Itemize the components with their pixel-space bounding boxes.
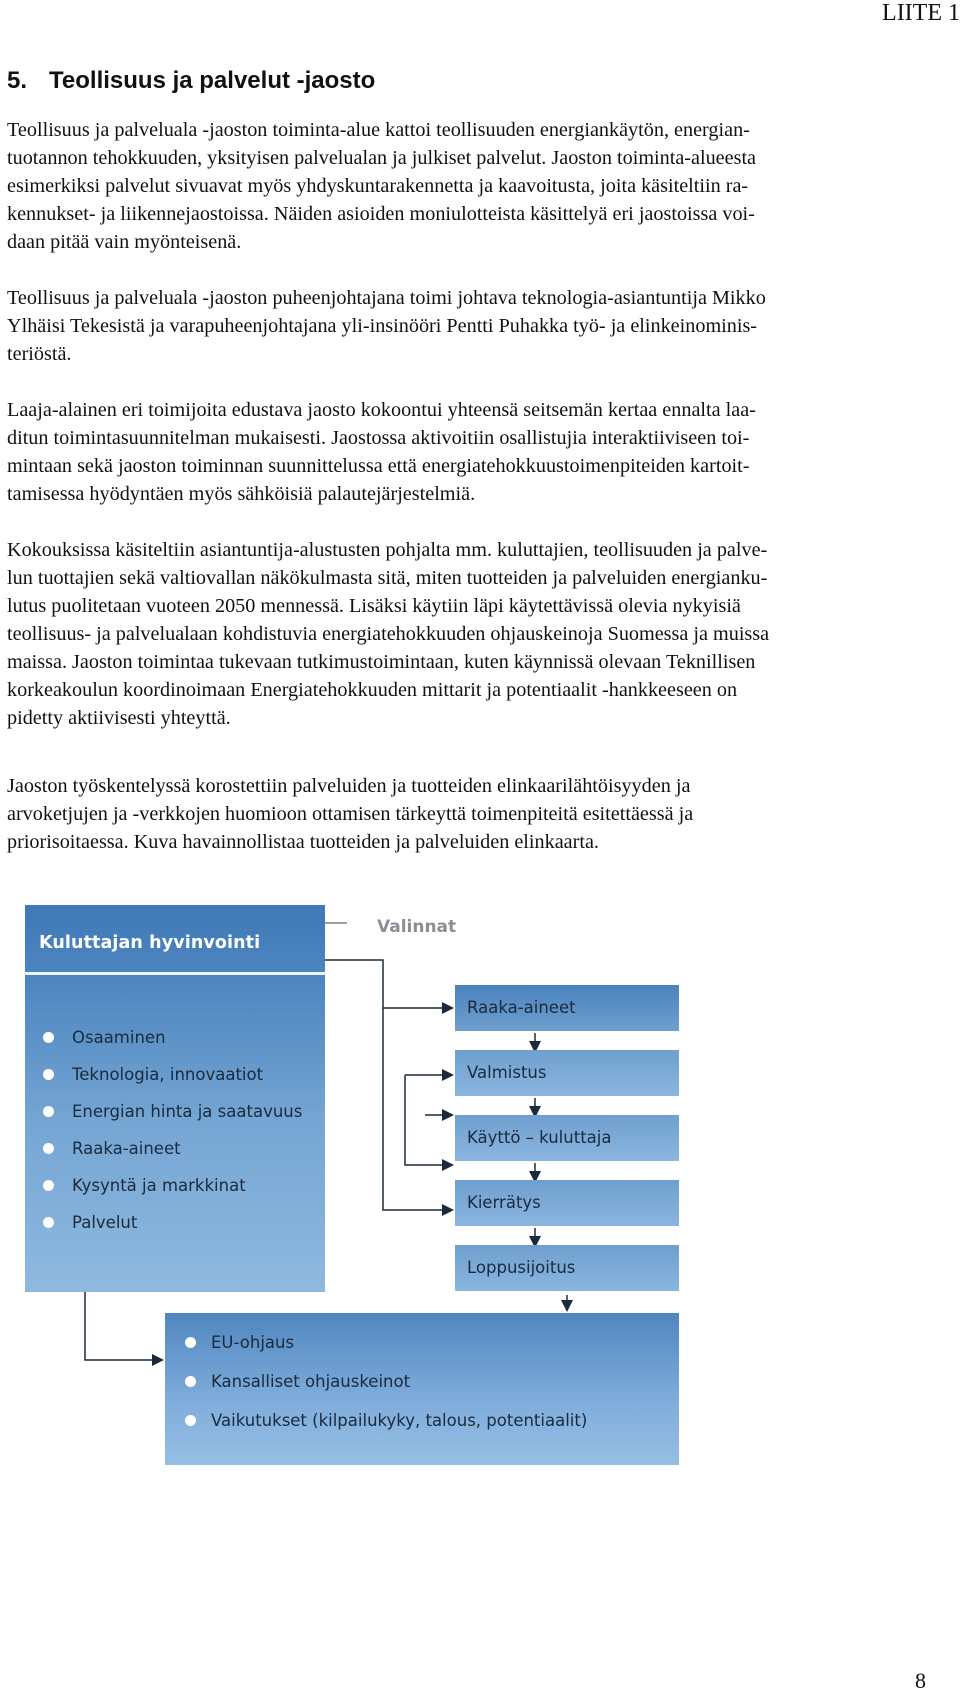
policy-list [181,1332,587,1449]
text-line: mintaan sekä jaoston toiminnan suunnittelussa että energiatehokkuustoimenpiteiden kartoit- [7,455,750,477]
list-item [39,1212,302,1249]
text-line: pidetty aktiivisesti yhteyttä. [7,707,231,729]
connector-raaka-aineet [325,960,451,1008]
bullet-icon [43,1106,54,1117]
list-item-label: EU-ohjaus [211,1333,295,1352]
list-item-label: Osaaminen [72,1028,166,1047]
text-line: teriöstä. [7,343,72,365]
text-line: Teollisuus ja palveluala -jaoston puheenjohtajana toimi johtava teknologia-asiantuntija Mikko [7,287,766,309]
text-line: Ylhäisi Tekesistä ja varapuheenjohtajana yli-insinööri Pentti Puhakka työ- ja elinkeinominis- [7,315,758,337]
lifecycle-step-manufacturing: Valmistus [455,1050,679,1096]
text-line: Laaja-alainen eri toimijoita edustava jaosto kokoontui yhteensä seitsemän kertaa ennalta laa- [7,399,756,421]
text-line: arvoketjujen ja -verkkojen huomioon ottamisen tärkeyttä toimenpiteitä esitettäessä ja [7,803,694,825]
list-item-label: Vaikutukset (kilpailukyky, talous, potentiaalit) [211,1411,588,1430]
text-line: Kokouksissa käsiteltiin asiantuntija-alustusten pohjalta mm. kuluttajien, teollisuuden ja palve- [7,539,768,561]
bullet-icon [43,1069,54,1080]
text-line: teollisuus- ja palvelualaan kohdistuvia energiatehokkuuden ohjauskeinoja Suomessa ja muissa [7,623,770,645]
lifecycle-diagram [25,905,679,1430]
paragraph-4 [7,536,927,732]
text-line: daan pitää vain myönteisenä. [7,231,242,253]
list-item [39,1101,302,1138]
divider [25,972,325,975]
list-item [181,1371,587,1410]
text-line: tuotannon tehokkuuden, yksityisen palvelualan ja julkiset palvelut. Jaoston toiminta-alueesta [7,147,757,169]
list-item-label: Kansalliset ohjauskeinot [211,1372,411,1391]
section-number: 5. [7,67,28,94]
bullet-icon [43,1180,54,1191]
list-item-label: Energian hinta ja saatavuus [72,1102,303,1121]
paragraph-1 [7,116,927,256]
text-line: lun tuottajien sekä valtiovallan näkökulmasta sitä, miten tuotteiden ja palveluiden energianku- [7,567,768,589]
lifecycle-step-recycling: Kierrätys [455,1180,679,1226]
list-item [39,1175,302,1212]
paragraph-3 [7,396,927,508]
bullet-icon [43,1217,54,1228]
text-line: maissa. Jaoston toimintaa tukevaan tutkimustoimintaan, kuten käynnissä olevaan Teknillisen [7,651,756,673]
text-line: ditun toimintasuunnitelman mukaisesti. Jaostossa aktivoitiin osallistujia interaktiiviseen toi- [7,427,750,449]
left-panel-title: Kuluttajan hyvinvointi [39,933,261,953]
appendix-label: LIITE 1 [882,0,960,26]
text-line: Jaoston työskentelyssä korostettiin palveluiden ja tuotteiden elinkaarilähtöisyyden ja [7,775,691,797]
paragraph-5 [7,772,927,856]
list-item-label: Raaka-aineet [72,1139,181,1158]
text-line: korkeakoulun koordinoimaan Energiatehokkuuden mittarit ja potentiaalit -hankkeeseen on [7,679,738,701]
text-line: Teollisuus ja palveluala -jaoston toiminta-alue kattoi teollisuuden energiankäytön, energian- [7,119,750,141]
bullet-icon [43,1032,54,1043]
connector-kierratys [405,1075,451,1165]
bullet-icon [185,1337,196,1348]
lifecycle-step-use: Käyttö – kuluttaja [455,1115,679,1161]
factor-list [39,1027,302,1249]
text-line: priorisoitaessa. Kuva havainnollistaa tuotteiden ja palveluiden elinkaarta. [7,831,599,853]
list-item [39,1064,302,1101]
list-item [39,1027,302,1064]
list-item-label: Teknologia, innovaatiot [72,1065,264,1084]
lifecycle-step-disposal: Loppusijoitus [455,1245,679,1291]
text-line: tamisessa hyödyntäen myös sähköisiä palautejärjestelmiä. [7,483,476,505]
list-item [181,1332,587,1371]
paragraph-2 [7,284,927,368]
list-item [181,1410,587,1449]
list-item-label: Kysyntä ja markkinat [72,1176,246,1195]
lifecycle-step-raw-materials: Raaka-aineet [455,985,679,1031]
choices-label: Valinnat [377,917,457,937]
section-title: Teollisuus ja palvelut -jaosto [49,67,376,94]
bullet-icon [43,1143,54,1154]
bottom-panel [165,1313,679,1465]
text-line: lutus puolitetaan vuoteen 2050 mennessä. Lisäksi käytiin läpi käytettävissä olevia nykyisiä [7,595,741,617]
bullet-icon [185,1415,196,1426]
bullet-icon [185,1376,196,1387]
left-panel [25,905,325,1292]
connector-loppusijoitus [383,1008,451,1210]
text-line: esimerkiksi palvelut sivuavat myös yhdyskuntarakennetta ja kaavoitusta, joita käsiteltiin ra- [7,175,749,197]
list-item [39,1138,302,1175]
list-item-label: Palvelut [72,1213,138,1232]
text-line: kennukset- ja liikennejaostoissa. Näiden asioiden moniulotteista käsittelyä eri jaostoissa voi- [7,203,755,225]
page-number: 8 [915,1668,926,1693]
connector-left-to-bottom [85,1292,161,1360]
section-heading [7,66,375,96]
